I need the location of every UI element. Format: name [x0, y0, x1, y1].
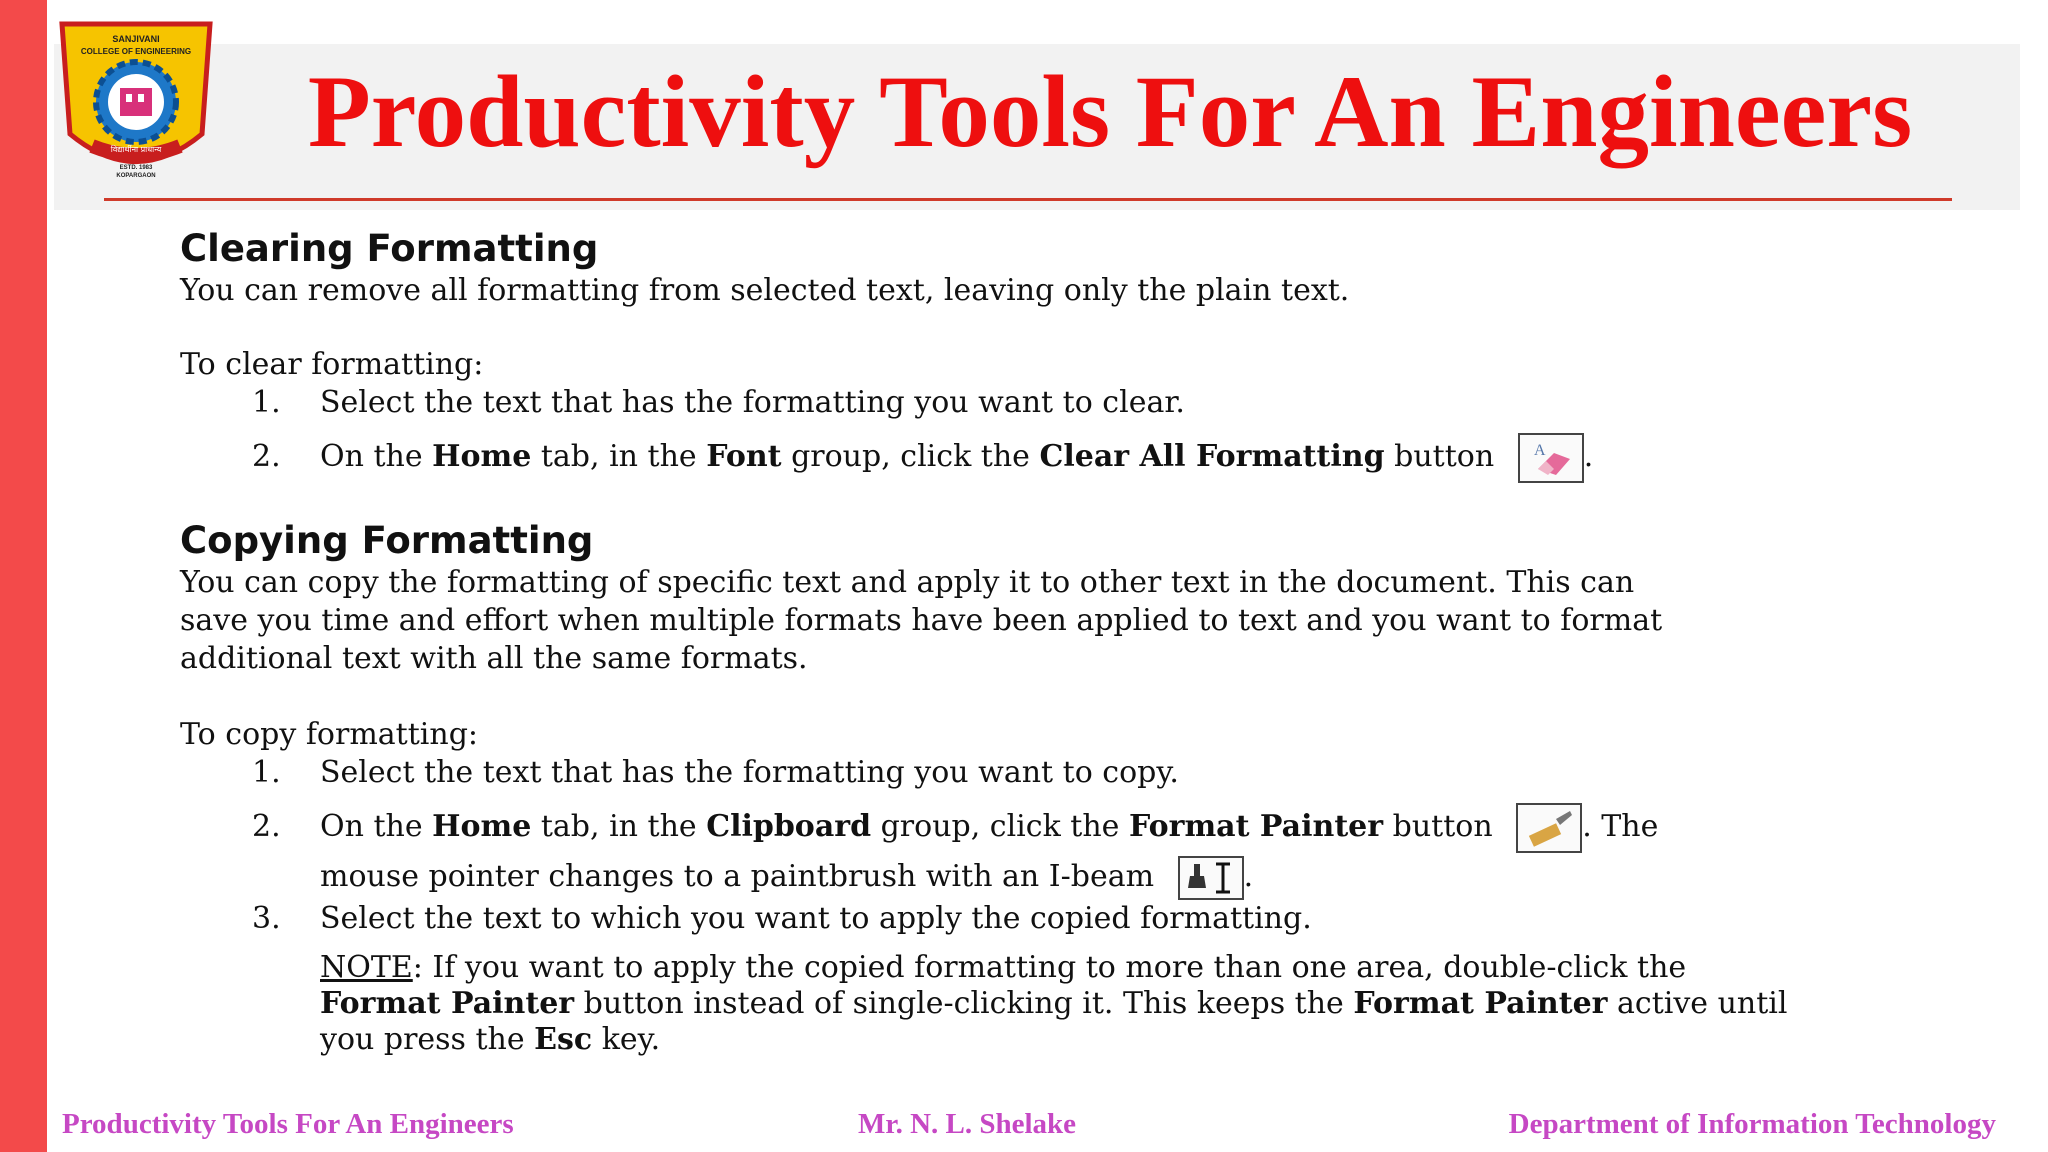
- clearing-lead: To clear formatting:: [180, 347, 484, 382]
- text-run: button instead of single-clicking it. This keeps the: [574, 986, 1354, 1021]
- paintbrush-ibeam-icon: [1178, 856, 1244, 900]
- text-run: On the: [320, 439, 433, 474]
- logo-place: KOPARGAON: [116, 173, 156, 179]
- list-item: [180, 384, 1980, 426]
- step-text: [320, 856, 1253, 900]
- copying-intro-line: additional text with all the same formats.: [180, 641, 808, 676]
- text-run: button: [1383, 809, 1493, 844]
- text-run: active until: [1607, 986, 1788, 1021]
- text-run: .: [1583, 439, 1594, 474]
- step-number: 2.: [252, 439, 281, 474]
- clearing-heading: Clearing Formatting: [180, 227, 599, 270]
- logo-top-text: SANJIVANI: [112, 34, 160, 44]
- bold-format-painter: Format Painter: [320, 986, 575, 1021]
- list-item: [180, 798, 1980, 856]
- left-accent-bar: [0, 0, 47, 1152]
- step-number: 2.: [252, 809, 281, 844]
- text-run: group, click the: [871, 809, 1129, 844]
- bold-home: Home: [432, 439, 532, 474]
- format-painter-icon: [1516, 803, 1582, 853]
- note-line: [180, 1022, 1980, 1058]
- step-text: [320, 798, 1658, 856]
- text-run: key.: [592, 1022, 661, 1057]
- step-number: 1.: [252, 385, 281, 420]
- text-run: tab, in the: [531, 809, 707, 844]
- header-underline: [104, 198, 1952, 201]
- note-line: [180, 986, 1980, 1022]
- text-run: tab, in the: [531, 439, 707, 474]
- college-logo: [52, 14, 220, 194]
- step-text: [320, 426, 1593, 488]
- text-run: you press the: [320, 1022, 535, 1057]
- note-line: [180, 950, 1980, 986]
- copying-heading: Copying Formatting: [180, 519, 594, 562]
- list-item: [180, 754, 1980, 798]
- list-item: [180, 898, 1980, 950]
- text-run: : If you want to apply the copied formatting to more than one area, double-click the: [412, 950, 1687, 985]
- bold-clipboard: Clipboard: [706, 809, 872, 844]
- clearing-intro: You can remove all formatting from selected text, leaving only the plain text.: [180, 273, 1350, 308]
- eraser-icon: [1518, 433, 1584, 483]
- bold-home: Home: [432, 809, 532, 844]
- copying-intro-line: You can copy the formatting of specific text and apply it to other text in the document. This can: [180, 565, 1635, 600]
- copying-intro-line: save you time and effort when multiple formats have been applied to text and you want to format: [180, 603, 1663, 638]
- text-run: .: [1243, 859, 1254, 894]
- svg-text:A: A: [1533, 442, 1546, 459]
- page-title: Productivity Tools For An Engineers: [307, 55, 1913, 169]
- bold-clear-all-formatting: Clear All Formatting: [1039, 439, 1385, 474]
- text-run: . The: [1582, 809, 1659, 844]
- step-number: 1.: [252, 755, 281, 790]
- bold-format-painter: Format Painter: [1353, 986, 1608, 1021]
- note-text: [320, 986, 1787, 1022]
- bold-format-painter: Format Painter: [1128, 809, 1384, 844]
- logo-sub-text: COLLEGE OF ENGINEERING: [80, 47, 192, 56]
- note-text: [320, 1022, 660, 1058]
- step-number: 3.: [252, 901, 281, 936]
- list-item-continuation: [180, 856, 1980, 898]
- step-text: Select the text that has the formatting you want to clear.: [320, 385, 1185, 420]
- text-run: group, click the: [781, 439, 1040, 474]
- note-text: [320, 950, 1686, 986]
- list-item: [180, 426, 1980, 488]
- footer-department: Department of Information Technology: [1508, 1108, 1996, 1140]
- logo-motto: विद्यार्थीना प्राधान्य: [110, 145, 162, 154]
- footer-course: Productivity Tools For An Engineers: [62, 1108, 514, 1140]
- step-text: Select the text that has the formatting you want to copy.: [320, 755, 1179, 790]
- footer-author: Mr. N. L. Shelake: [858, 1108, 1077, 1140]
- copying-lead: To copy formatting:: [180, 717, 479, 752]
- text-run: mouse pointer changes to a paintbrush with an I-beam: [320, 859, 1155, 894]
- text-run: button: [1384, 439, 1495, 474]
- step-text: Select the text to which you want to apply the copied formatting.: [320, 901, 1312, 936]
- logo-estd: ESTD. 1983: [119, 165, 153, 171]
- slide-content: [180, 226, 1980, 1058]
- bold-font: Font: [706, 439, 782, 474]
- note-label: NOTE: [320, 950, 413, 985]
- bold-esc: Esc: [534, 1022, 593, 1057]
- text-run: On the: [320, 809, 433, 844]
